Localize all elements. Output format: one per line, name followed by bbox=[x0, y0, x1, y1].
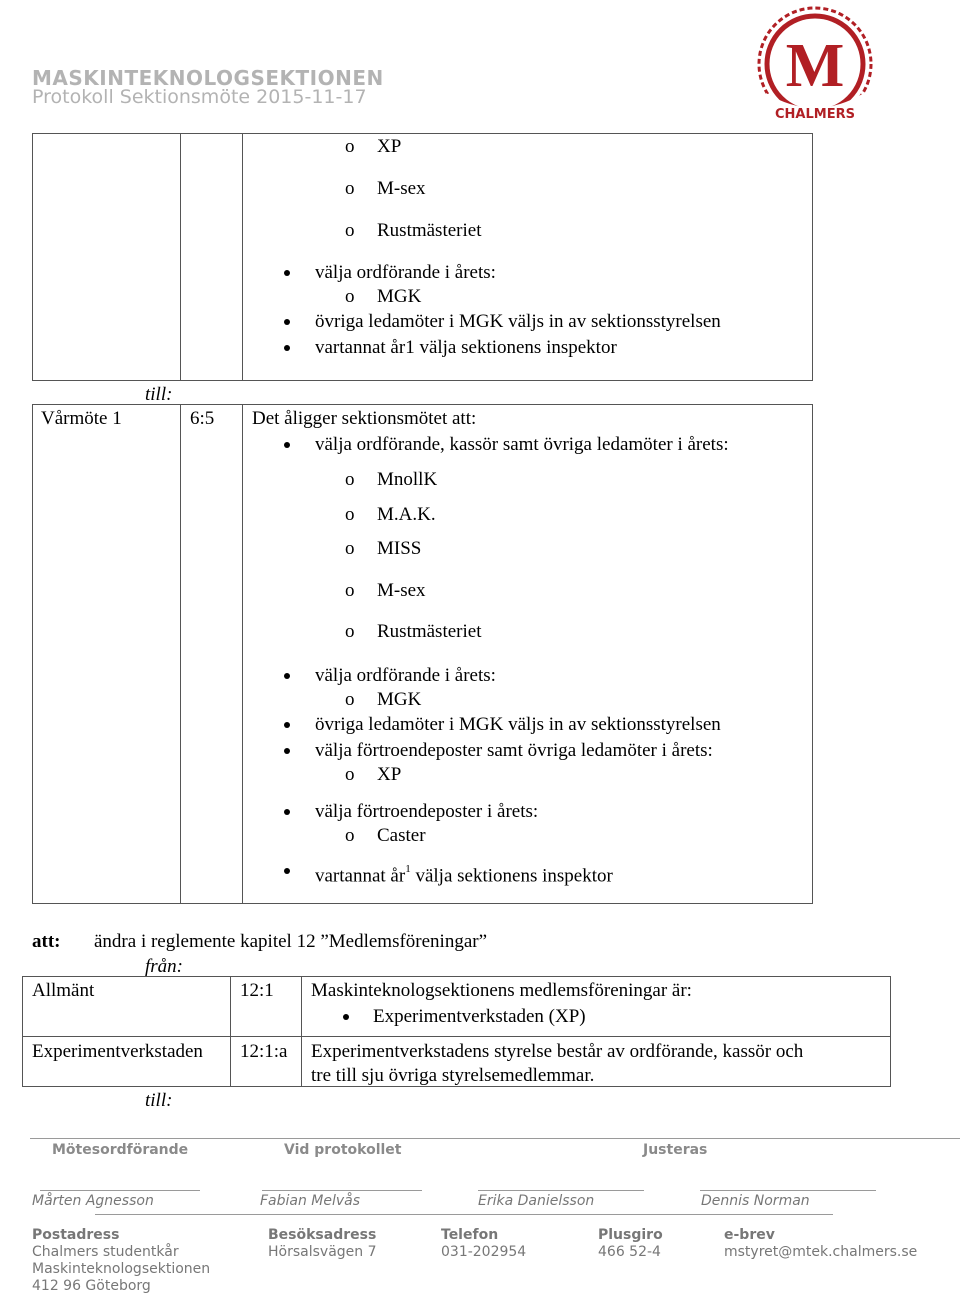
contact-label: e-brev bbox=[724, 1227, 775, 1243]
list-item: välja ordförande i årets: bbox=[315, 262, 496, 283]
bullet bbox=[284, 722, 290, 728]
list-item: MISS bbox=[377, 538, 422, 559]
table-row-divider bbox=[22, 1036, 891, 1037]
logo-text: CHALMERS bbox=[775, 107, 855, 122]
table-cell: Maskinteknologsektionens medlemsföreningar är: bbox=[311, 980, 692, 1001]
bullet bbox=[284, 319, 290, 325]
list-item: välja ordförande i årets: bbox=[315, 665, 496, 686]
signature-line bbox=[700, 1190, 876, 1191]
list-item: M.A.K. bbox=[377, 504, 436, 525]
signer-name: Erika Danielsson bbox=[478, 1193, 595, 1209]
footer-rule bbox=[95, 1214, 833, 1215]
sub-bullet: o bbox=[345, 178, 355, 199]
role-label: Mötesordförande bbox=[52, 1142, 189, 1158]
postal-address-line: Maskinteknologsektionen bbox=[32, 1261, 211, 1277]
signature-line bbox=[478, 1190, 644, 1191]
bullet bbox=[284, 748, 290, 754]
list-item: vartannat år1 välja sektionens inspektor bbox=[315, 337, 617, 358]
chalmers-m-logo bbox=[752, 4, 878, 128]
signer-name: Mårten Agnesson bbox=[32, 1193, 154, 1209]
sub-bullet: o bbox=[345, 136, 355, 157]
list-item: M-sex bbox=[377, 580, 426, 601]
sub-bullet: o bbox=[345, 621, 355, 642]
section-label-fran: från: bbox=[145, 956, 183, 977]
list-item: Experimentverkstaden (XP) bbox=[373, 1006, 586, 1027]
signer-name: Dennis Norman bbox=[701, 1193, 810, 1209]
contact-label: Telefon bbox=[441, 1227, 499, 1243]
contact-label: Postadress bbox=[32, 1227, 120, 1243]
table-cell: tre till sju övriga styrelsemedlemmar. bbox=[311, 1065, 595, 1086]
list-item: Rustmästeriet bbox=[377, 220, 482, 241]
plusgiro-number: 466 52-4 bbox=[598, 1244, 661, 1260]
visiting-address: Hörsalsvägen 7 bbox=[268, 1244, 377, 1260]
sub-bullet: o bbox=[345, 825, 355, 846]
footnote-mark: 1 bbox=[405, 863, 411, 875]
list-item-text: vartannat år bbox=[315, 865, 406, 887]
logo-letter: M bbox=[785, 32, 845, 100]
motion-text: ändra i reglemente kapitel 12 ”Medlemsföreningar” bbox=[94, 931, 488, 952]
table-divider bbox=[180, 133, 181, 381]
role-label: Vid protokollet bbox=[284, 1142, 402, 1158]
motion-label: att: bbox=[32, 931, 61, 952]
table-cell: Allmänt bbox=[32, 980, 95, 1001]
organization-name: MASKINTEKNOLOGSEKTIONEN bbox=[32, 66, 384, 90]
bullet bbox=[284, 442, 290, 448]
sub-bullet: o bbox=[345, 504, 355, 525]
email-address: mstyret@mtek.chalmers.se bbox=[724, 1244, 918, 1260]
list-item: övriga ledamöter i MGK väljs in av sektionsstyrelsen bbox=[315, 311, 721, 332]
list-item: Rustmästeriet bbox=[377, 621, 482, 642]
contact-label: Plusgiro bbox=[598, 1227, 663, 1243]
sub-bullet: o bbox=[345, 764, 355, 785]
list-item: MGK bbox=[377, 286, 422, 307]
table-divider bbox=[230, 976, 231, 1087]
list-item: MGK bbox=[377, 689, 422, 710]
list-item: MnollK bbox=[377, 469, 438, 490]
list-item: välja förtroendeposter i årets: bbox=[315, 801, 539, 822]
meeting-name: Vårmöte 1 bbox=[41, 408, 122, 429]
bullet bbox=[284, 673, 290, 679]
table-divider bbox=[242, 404, 243, 904]
bullet bbox=[284, 270, 290, 276]
section-label-till: till: bbox=[145, 384, 173, 405]
sub-bullet: o bbox=[345, 538, 355, 559]
sub-bullet: o bbox=[345, 286, 355, 307]
table-cell: Experimentverkstaden bbox=[32, 1041, 203, 1062]
document-subtitle: Protokoll Sektionsmöte 2015-11-17 bbox=[32, 86, 367, 108]
table-cell: 12:1:a bbox=[240, 1041, 288, 1062]
signature-line bbox=[40, 1190, 200, 1191]
table-divider bbox=[242, 133, 243, 381]
role-label: Justeras bbox=[643, 1142, 708, 1158]
section-label-till: till: bbox=[145, 1090, 173, 1111]
postal-address-line: 412 96 Göteborg bbox=[32, 1278, 151, 1294]
sub-bullet: o bbox=[345, 220, 355, 241]
list-item: XP bbox=[377, 136, 402, 157]
list-item bbox=[315, 860, 613, 887]
sub-bullet: o bbox=[345, 469, 355, 490]
paragraph-intro: Det åligger sektionsmötet att: bbox=[252, 408, 477, 429]
list-item: välja ordförande, kassör samt övriga ledamöter i årets: bbox=[315, 434, 729, 455]
footer-rule bbox=[30, 1138, 960, 1139]
postal-address-line: Chalmers studentkår bbox=[32, 1244, 179, 1260]
bullet bbox=[343, 1014, 349, 1020]
phone-number: 031-202954 bbox=[441, 1244, 527, 1260]
list-item: övriga ledamöter i MGK väljs in av sektionsstyrelsen bbox=[315, 714, 721, 735]
bullet bbox=[284, 345, 290, 351]
contact-label: Besöksadress bbox=[268, 1227, 377, 1243]
list-item: M-sex bbox=[377, 178, 426, 199]
list-item: Caster bbox=[377, 825, 426, 846]
sub-bullet: o bbox=[345, 689, 355, 710]
signature-line bbox=[262, 1190, 422, 1191]
list-item: välja förtroendeposter samt övriga ledamöter i årets: bbox=[315, 740, 713, 761]
table-divider bbox=[180, 404, 181, 904]
table-divider bbox=[301, 976, 302, 1087]
table-cell: Experimentverkstadens styrelse består av ordförande, kassör och bbox=[311, 1041, 804, 1062]
signer-name: Fabian Melvås bbox=[260, 1193, 361, 1209]
paragraph-number: 6:5 bbox=[190, 408, 215, 429]
table-cell: 12:1 bbox=[240, 980, 274, 1001]
list-item: XP bbox=[377, 764, 402, 785]
sub-bullet: o bbox=[345, 580, 355, 601]
list-item-text: välja sektionens inspektor bbox=[415, 865, 613, 887]
bullet bbox=[284, 868, 290, 874]
bullet bbox=[284, 809, 290, 815]
